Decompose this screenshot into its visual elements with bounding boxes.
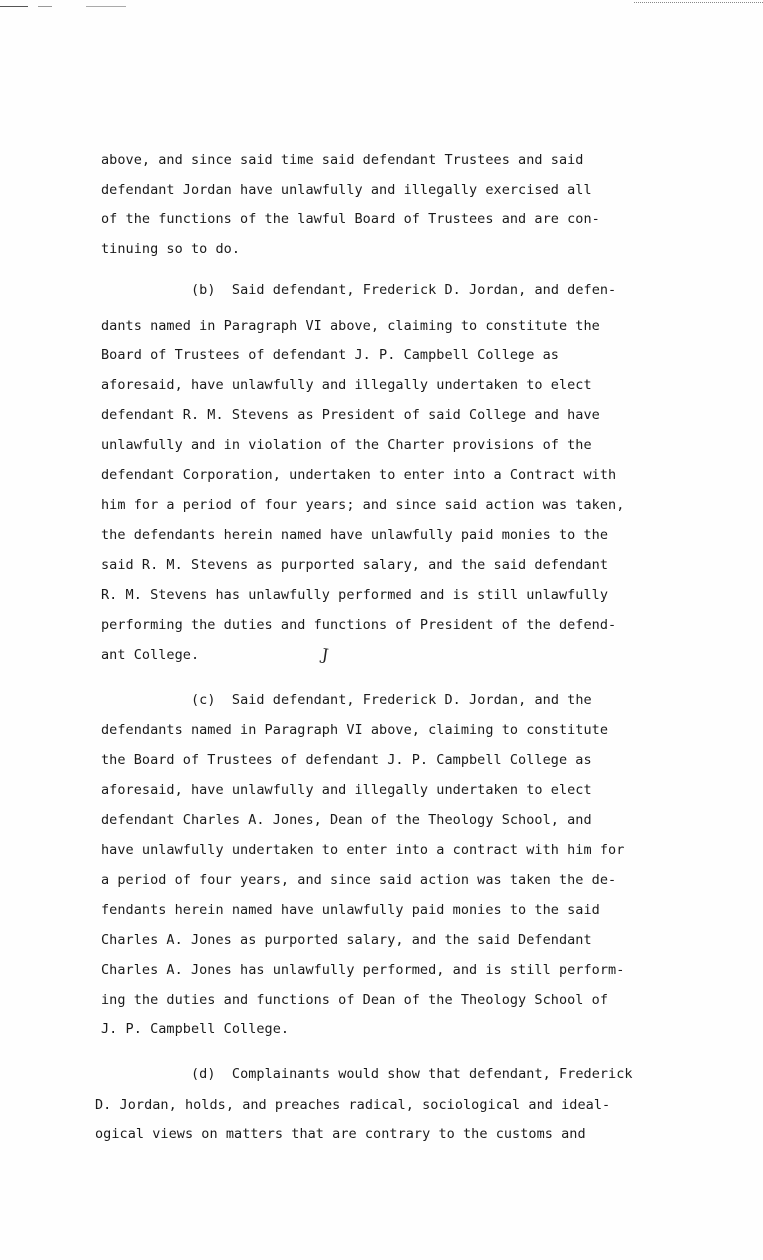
text-line: the Board of Trustees of defendant J. P. Campbell College as xyxy=(101,752,592,768)
text-line: Charles A. Jones has unlawfully performed, and is still perform- xyxy=(101,962,625,978)
text-line: J. P. Campbell College. xyxy=(101,1021,290,1037)
text-line: dants named in Paragraph VI above, claiming to constitute the xyxy=(101,318,600,334)
text-line: have unlawfully undertaken to enter into a contract with him for xyxy=(101,842,625,858)
text-line: defendant Charles A. Jones, Dean of the Theology School, and xyxy=(101,812,592,828)
text-line: performing the duties and functions of President of the defend- xyxy=(101,617,617,633)
text-line: of the functions of the lawful Board of Trustees and are con- xyxy=(101,211,600,227)
text-line: ant College. xyxy=(101,647,200,663)
paragraph-b-heading-line: (b) Said defendant, Frederick D. Jordan, and defen- xyxy=(191,282,617,298)
text-line: ogical views on matters that are contrary to the customs and xyxy=(95,1126,586,1142)
text-line: Charles A. Jones as purported salary, and the said Defendant xyxy=(101,932,592,948)
text-line: him for a period of four years; and since said action was taken, xyxy=(101,497,625,513)
scan-edge-mark xyxy=(0,6,28,7)
scan-edge-mark xyxy=(38,6,52,7)
paragraph-d-heading-line: (d) Complainants would show that defendant, Frederick xyxy=(191,1066,633,1082)
text-line: ing the duties and functions of Dean of the Theology School of xyxy=(101,992,609,1008)
text-line: a period of four years, and since said action was taken the de- xyxy=(101,872,617,888)
text-line: above, and since said time said defendant Trustees and said xyxy=(101,152,584,168)
scan-edge-mark xyxy=(86,6,126,7)
text-line: aforesaid, have unlawfully and illegally undertaken to elect xyxy=(101,782,592,798)
handwritten-mark: J xyxy=(320,644,330,665)
text-line: Board of Trustees of defendant J. P. Campbell College as xyxy=(101,347,559,363)
text-line: R. M. Stevens has unlawfully performed and is still unlawfully xyxy=(101,587,609,603)
text-line: defendants named in Paragraph VI above, claiming to constitute xyxy=(101,722,609,738)
paragraph-c-heading-line: (c) Said defendant, Frederick D. Jordan, and the xyxy=(191,692,592,708)
text-line: tinuing so to do. xyxy=(101,241,241,257)
text-line: defendant R. M. Stevens as President of said College and have xyxy=(101,407,600,423)
text-line: defendant Corporation, undertaken to enter into a Contract with xyxy=(101,467,617,483)
text-line: fendants herein named have unlawfully paid monies to the said xyxy=(101,902,600,918)
text-line: said R. M. Stevens as purported salary, and the said defendant xyxy=(101,557,609,573)
text-line: D. Jordan, holds, and preaches radical, sociological and ideal- xyxy=(95,1097,611,1113)
text-line: aforesaid, have unlawfully and illegally undertaken to elect xyxy=(101,377,592,393)
text-line: unlawfully and in violation of the Charter provisions of the xyxy=(101,437,592,453)
scan-edge-mark xyxy=(634,2,763,3)
text-line: the defendants herein named have unlawfully paid monies to the xyxy=(101,527,609,543)
text-line: defendant Jordan have unlawfully and illegally exercised all xyxy=(101,182,592,198)
